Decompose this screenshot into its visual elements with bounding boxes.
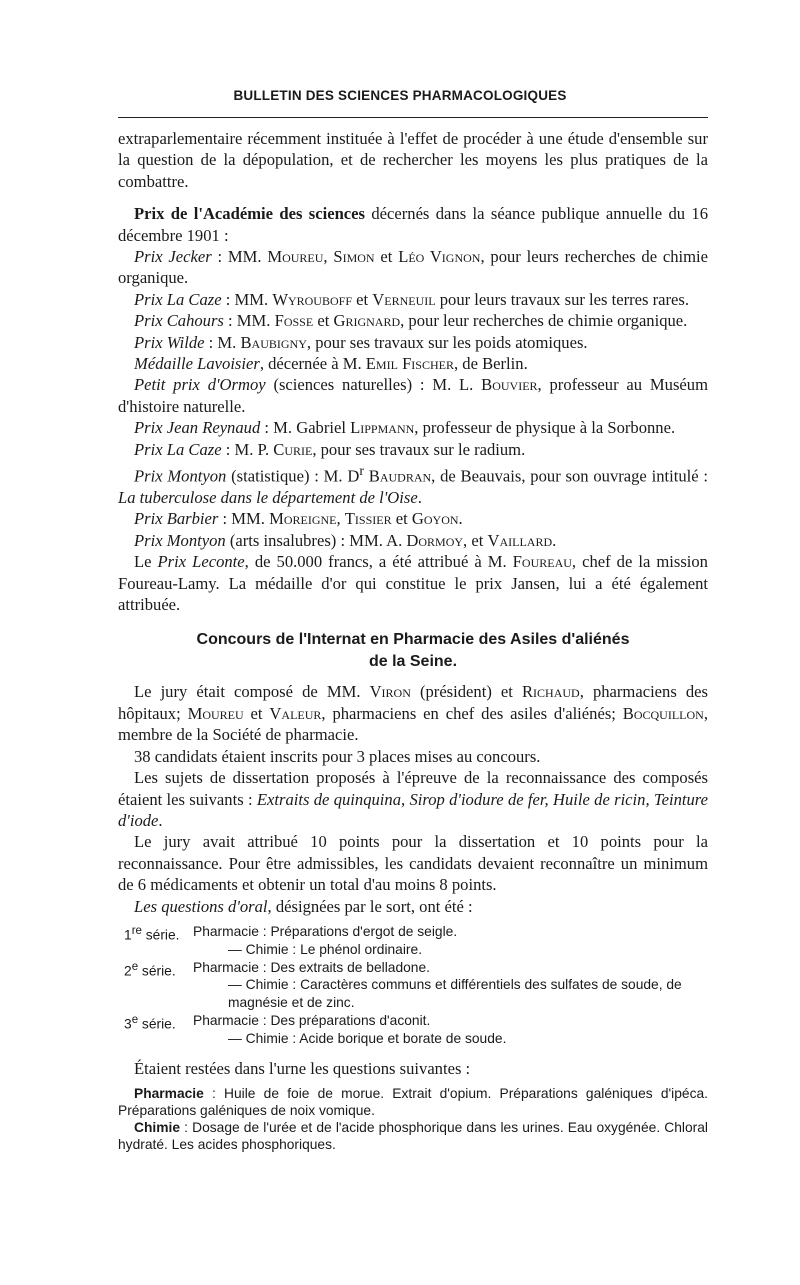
person-name: Bouvier	[481, 375, 538, 395]
text-run: pour leurs travaux sur les terres rares.	[435, 289, 690, 309]
text-run: et	[313, 311, 334, 331]
text-run: ,	[323, 247, 334, 267]
text-run: , professeur au Muséum d'histoire naturelle.	[118, 375, 708, 416]
italic-text: La tuberculose dans le département de l'Oise	[118, 488, 418, 508]
text-run: : M. P.	[221, 439, 274, 459]
superscript: r	[359, 463, 364, 479]
person-name: Emil Fischer	[365, 354, 454, 374]
question-category: Pharmacie	[134, 1085, 204, 1101]
prix-entry	[118, 439, 708, 460]
intro-paragraph: extraparlementaire récemment instituée à l'effet de procéder à une étude d'ensemble sur la question de la dépopulation, et de rechercher les moyens les plus pratiques de la combattre.	[118, 129, 708, 191]
series-ordinal: e	[131, 960, 139, 973]
person-name: Fosse	[274, 311, 314, 331]
concours-paragraph	[118, 896, 708, 917]
prix-entry	[118, 374, 708, 417]
text-run: , et	[463, 530, 488, 550]
series-chimie: — Chimie : Le phénol ordinaire.	[228, 941, 423, 957]
prix-name: Prix Cahours	[134, 311, 224, 331]
text-run: , décernée à M.	[259, 354, 366, 374]
person-name: Moureu	[267, 247, 324, 267]
series-number: 2	[124, 963, 132, 979]
person-name: Foureau	[512, 552, 572, 572]
prix-name: Prix Montyon	[134, 530, 226, 550]
text-run: : M. Gabriel	[260, 418, 351, 438]
person-name: Curie	[273, 439, 313, 459]
text-run: : MM.	[211, 247, 268, 267]
prix-name: Prix La Caze	[134, 289, 222, 309]
text-run: Le	[134, 552, 158, 572]
series-suffix: série.	[138, 963, 176, 979]
series-label	[118, 1012, 193, 1048]
concours-title-line2: de la Seine.	[368, 653, 458, 671]
series-number: 3	[124, 1016, 132, 1032]
text-run: Le jury était composé de MM.	[134, 682, 370, 702]
series-text	[193, 959, 708, 1012]
text-run: , professeur de physique à la Sorbonne.	[414, 418, 676, 438]
concours-paragraph	[118, 831, 708, 895]
remaining-question	[118, 1119, 708, 1153]
series-entry	[118, 959, 708, 1012]
text-run: : M.	[204, 332, 241, 352]
prix-heading-rest: décernés dans la séance publique annuelle du 16 décembre 1901 :	[118, 204, 708, 245]
series-number: 1	[124, 927, 132, 943]
person-name: Bocquillon	[622, 703, 704, 723]
series-chimie: — Chimie : Acide borique et borate de soude.	[228, 1030, 507, 1046]
question-text: : Dosage de l'urée et de l'acide phosphorique dans les urines. Eau oxygénée. Chloral hydraté. Les acides phosphoriques.	[118, 1119, 708, 1152]
text-run: : MM.	[221, 289, 273, 309]
prix-name: Prix La Caze	[134, 439, 222, 459]
text-run: et	[243, 703, 270, 723]
prix-list	[118, 246, 708, 615]
text-run: (statistique) : M. D	[226, 466, 360, 486]
text-run: .	[417, 488, 422, 508]
italic-text: Extraits de quinquina, Sirop d'iodure de fer, Huile de ricin, Teinture d'iode	[118, 789, 708, 830]
text-run: , désignées par le sort, ont été :	[267, 896, 473, 916]
prix-entry	[118, 289, 708, 310]
series-ordinal: e	[131, 1013, 139, 1026]
text-run: (sciences naturelles) : M. L.	[265, 375, 482, 395]
prix-name: Prix Jecker	[134, 247, 212, 267]
person-name: Vaillard	[487, 530, 553, 550]
series-chimie: — Chimie : Caractères communs et différentiels des sulfates de soude, de magnésie et de zinc.	[228, 977, 682, 1011]
person-name: Lippmann	[350, 418, 415, 438]
person-name: Moreigne	[269, 509, 337, 529]
concours-title	[118, 629, 708, 673]
question-text: : Huile de foie de morue. Extrait d'opium. Préparations galéniques d'ipéca. Préparations galéniques de noix vomique.	[118, 1085, 708, 1118]
series-pharmacie: Pharmacie : Des préparations d'aconit.	[193, 1012, 431, 1028]
text-run: et	[352, 289, 373, 309]
prix-name: Prix Jean Reynaud	[134, 418, 261, 438]
text-run: , pharmaciens des hôpitaux;	[118, 682, 708, 723]
text-run: ,	[336, 509, 345, 529]
series-ordinal: re	[131, 924, 142, 937]
concours-paragraph	[118, 746, 708, 767]
prix-entry	[118, 332, 708, 353]
person-name: Baubigny	[240, 332, 307, 352]
person-name: Viron	[369, 682, 411, 702]
italic-text: Prix Leconte	[157, 552, 245, 572]
series-label	[118, 959, 193, 1012]
text-run: (arts insalubres) : MM. A.	[225, 530, 407, 550]
series-suffix: série.	[141, 927, 180, 943]
prix-name: Prix Montyon	[134, 466, 227, 486]
text-run: , pour leur recherches de chimie organique.	[400, 311, 688, 331]
text-run: : MM.	[223, 311, 275, 331]
person-name: Goyon	[411, 509, 459, 529]
prix-entry	[118, 246, 708, 289]
prix-entry	[118, 460, 708, 508]
text-run: et	[374, 247, 399, 267]
text-run: , membre de la Société de pharmacie.	[118, 703, 708, 745]
concours-paragraph	[118, 681, 708, 745]
person-name: Tissier	[344, 509, 392, 529]
text-run: et	[391, 509, 412, 529]
remaining-questions	[118, 1085, 708, 1153]
remaining-question	[118, 1085, 708, 1119]
person-name: Baudran	[368, 466, 432, 486]
concours-title-line1: Concours de l'Internat en Pharmacie des Asiles d'aliénés	[196, 631, 630, 649]
prix-name: Médaille Lavoisier	[134, 354, 260, 374]
text-run: Les sujets de dissertation proposés à l'épreuve de la reconnaissance des composés étaient les suivants :	[118, 768, 708, 809]
text-run: , pour ses travaux sur les poids atomiques.	[306, 332, 588, 352]
series-entry	[118, 923, 708, 959]
text-run: .	[552, 530, 557, 550]
running-title: BULLETIN DES SCIENCES PHARMACOLOGIQUES	[233, 88, 567, 103]
prix-name: Prix Barbier	[134, 509, 219, 529]
series-text	[193, 923, 708, 959]
prix-name: Prix Wilde	[134, 332, 205, 352]
prix-entry	[118, 353, 708, 374]
text-run: , pharmaciens en chef des asiles d'aliénés;	[321, 703, 623, 723]
series-label	[118, 923, 193, 959]
text-run: , de Beauvais, pour son ouvrage intitulé :	[431, 466, 708, 486]
oral-series-list	[118, 923, 708, 1048]
prix-entry	[118, 417, 708, 438]
person-name: Moureu	[187, 703, 244, 723]
text-run: (président) et	[410, 682, 522, 702]
remaining-title: Étaient restées dans l'urne les questions suivantes :	[134, 1058, 471, 1078]
prix-heading-bold: Prix de l'Académie des sciences	[134, 204, 365, 224]
page-body	[118, 128, 708, 1153]
text-run: Le jury avait attribué 10 points pour la dissertation et 10 points pour la reconnaissance. Pour être admissibles, les candidats devaient reconnaître un minimum de 6 médicaments et obtenir un total d'au moins 8 points.	[118, 832, 708, 895]
text-run: , chef de la mission Foureau-Lamy. La médaille d'or qui constitue le prix Jansen, lui a été également attribuée.	[118, 552, 708, 615]
person-name: Dormoy	[406, 530, 464, 550]
person-name: Richaud	[521, 682, 580, 702]
text-run: : MM.	[218, 509, 270, 529]
concours-paragraph	[118, 767, 708, 831]
series-pharmacie: Pharmacie : Préparations d'ergot de seigle.	[193, 923, 458, 939]
series-pharmacie: Pharmacie : Des extraits de belladone.	[193, 959, 430, 975]
text-run: .	[458, 509, 463, 529]
text-run: , pour leurs recherches de chimie organique.	[118, 247, 709, 288]
prix-entry	[118, 508, 708, 529]
series-text	[193, 1012, 708, 1048]
text-run: 38 candidats étaient inscrits pour 3 places mises au concours.	[134, 746, 541, 766]
person-name: Grignard	[333, 311, 401, 331]
concours-paragraphs	[118, 681, 708, 916]
person-name: Simon	[333, 247, 375, 267]
text-run: , pour ses travaux sur le radium.	[312, 439, 526, 459]
person-name: Valeur	[269, 703, 322, 723]
text-run: , de Berlin.	[453, 354, 528, 374]
question-category: Chimie	[134, 1119, 180, 1135]
header-rule	[118, 117, 708, 118]
person-name: Léo Vignon	[398, 247, 481, 267]
person-name: Verneuil	[372, 289, 436, 309]
italic-text: Les questions d'oral	[134, 896, 268, 916]
person-name: Wyrouboff	[272, 289, 352, 309]
text-run: .	[158, 810, 163, 830]
prix-name: Petit prix d'Ormoy	[134, 375, 266, 395]
series-suffix: série.	[138, 1016, 176, 1032]
prix-heading	[118, 203, 708, 246]
text-run: , de 50.000 francs, a été attribué à M.	[244, 552, 513, 572]
prix-entry	[118, 310, 708, 331]
prix-entry	[118, 551, 708, 615]
prix-entry	[118, 530, 708, 551]
series-entry	[118, 1012, 708, 1048]
